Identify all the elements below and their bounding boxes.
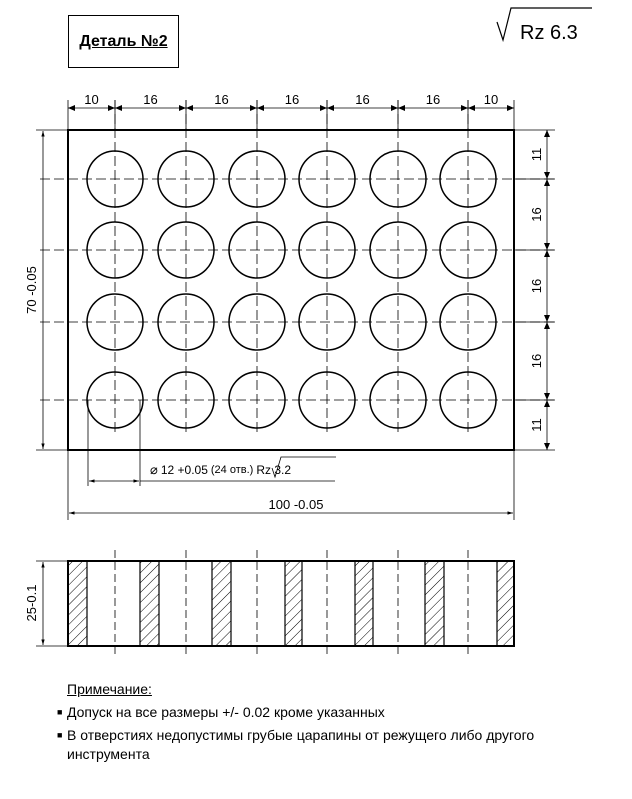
top-dimension-chain [68, 92, 514, 130]
right-dim-label: 11 [529, 418, 544, 432]
arrow-head [544, 250, 550, 257]
height-dim-label: 70 -0.05 [24, 266, 39, 314]
arrow-head [544, 172, 550, 179]
hole-roughness: Rz 3.2 [256, 463, 291, 477]
top-dim-label: 16 [143, 92, 158, 107]
surface-roughness-label: Rz 6.3 [520, 22, 578, 44]
top-dim-label: 10 [483, 92, 499, 107]
plate-outline [68, 130, 514, 450]
notes-title: Примечание: [67, 681, 152, 697]
width-dim-label: 100 -0.05 [268, 497, 324, 512]
note-item [57, 703, 617, 722]
arrow-head [186, 105, 193, 111]
top-dim-label: 16 [284, 92, 300, 107]
arrow-head [544, 243, 550, 250]
center-lines [40, 100, 555, 432]
section-solid-band [425, 561, 444, 646]
arrow-head [544, 393, 550, 400]
title-block [68, 15, 179, 68]
hole-callout [150, 462, 291, 478]
arrow-head [391, 105, 398, 111]
thickness-dim-label: 25-0.1 [24, 584, 39, 622]
notes-section [57, 680, 617, 768]
arrow-head [544, 443, 550, 450]
arrow-head [544, 322, 550, 329]
section-solid-band [140, 561, 159, 646]
height-dimension [24, 130, 68, 450]
bullet-icon: ■ [57, 707, 63, 717]
note-text: В отверстиях недопустимы грубые царапины от режущего либо другого инструмента [67, 727, 535, 762]
right-dim-label: 16 [529, 278, 544, 294]
section-solid-band [497, 561, 514, 646]
arrow-head [544, 130, 550, 137]
right-dim-label: 16 [529, 353, 544, 369]
arrow-head [108, 105, 115, 111]
diameter-symbol: ⌀ [150, 462, 158, 477]
right-dim-label: 16 [529, 207, 544, 222]
section-solid-band [68, 561, 87, 646]
note-item [57, 726, 617, 764]
right-dim-label: 11 [529, 147, 544, 162]
arrow-head [257, 105, 264, 111]
arrow-head [115, 105, 122, 111]
section-solid-band [212, 561, 231, 646]
arrow-head [250, 105, 257, 111]
hole-count: (24 отв.) [210, 464, 254, 476]
arrow-head [398, 105, 405, 111]
arrow-head [461, 105, 468, 111]
section-solid-band [355, 561, 373, 646]
arrow-head [327, 105, 334, 111]
top-dim-label: 10 [84, 92, 99, 107]
section-view [24, 550, 514, 658]
arrow-head [68, 105, 75, 111]
holes-grid [87, 151, 496, 428]
arrow-head [179, 105, 186, 111]
arrow-head [544, 179, 550, 186]
arrow-head [468, 105, 475, 111]
hole-size: 12 +0.05 [160, 463, 208, 477]
right-dimension-chain [514, 130, 555, 450]
arrow-head [320, 105, 327, 111]
arrow-head [544, 315, 550, 322]
top-dim-label: 16 [425, 92, 441, 107]
bullet-icon: ■ [57, 730, 63, 740]
width-dimension [68, 450, 514, 520]
top-dim-label: 16 [355, 92, 370, 107]
part-title: Деталь №2 [79, 32, 168, 50]
section-solid-band [285, 561, 302, 646]
arrow-head [507, 105, 514, 111]
arrow-head [544, 400, 550, 407]
note-text: Допуск на все размеры +/- 0.02 кроме указанных [67, 704, 385, 720]
top-dim-label: 16 [214, 92, 229, 107]
